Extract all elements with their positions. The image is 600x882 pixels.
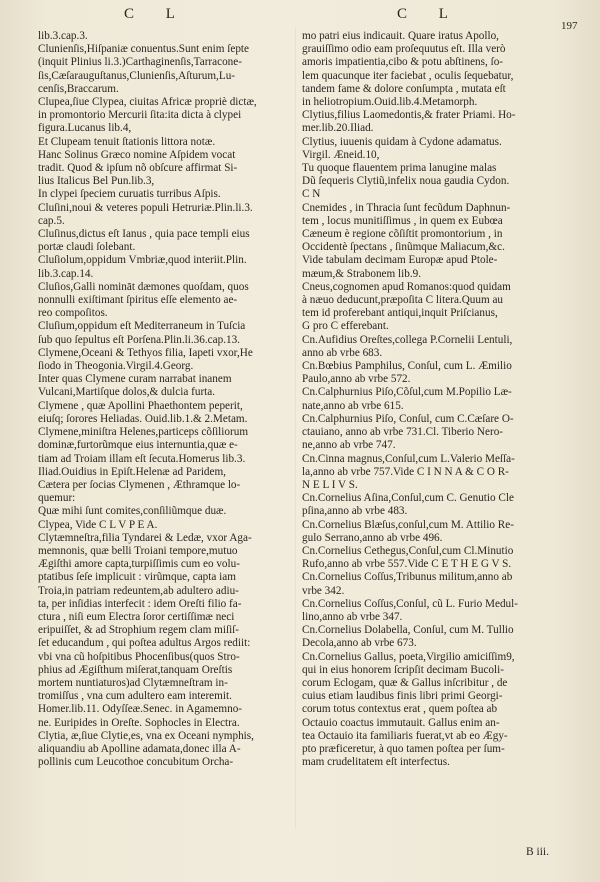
text-line: ſiodo in Theogonia.Virgil.4.Georg. (38, 360, 194, 373)
text-line: Clupea,ſiue Clypea, ciuitas Africæ propriè dictæ, (38, 96, 257, 109)
text-line: Virgil. Æneid.10, (302, 148, 380, 161)
text-line: à næuo deducunt,præpoſita C litera.Quum au (302, 294, 504, 307)
text-line: Clunienſis,Hiſpaniæ conuentus.Sunt enim ſepte (38, 43, 249, 56)
text-line: C N (302, 188, 321, 201)
text-line: (inquit Plinius li.3.)Carthaginenſis,Tarracone- (38, 56, 242, 69)
text-line: tem id proferebant antiqui,inquit Priſcianus, (302, 307, 498, 320)
text-line: lib.3.cap.14. (38, 267, 94, 280)
text-line: Cn.Cornelius Cethegus,Conſul,cum Cl.Minutio (302, 544, 514, 557)
text-line: Et Clupeam tenuit ſtationis littora notæ. (38, 135, 216, 148)
text-line: Tu quoque flauentem prima lanugine malas (302, 162, 497, 175)
text-line: portæ claudi ſolebant. (38, 241, 136, 254)
text-line: Cn.Calphurnius Piſo, Conſul, cum C.Cæſare O- (302, 412, 514, 425)
text-line: tea Octauio ita familiaris fuerat,vt ab eo Ægy- (302, 729, 508, 742)
text-line: Cluſios,Galli nomināt dæmones quoſdam, quos (38, 280, 249, 293)
text-line: Occidentè ſpectans , ſinũmque Maliacum,&c. (302, 241, 505, 254)
text-line: tromiſſus , vna cum adultero eam interemit. (38, 690, 232, 703)
text-line: Cn.Cornelius Blæſus,conſul,cum M. Attilio Re- (302, 518, 514, 531)
text-line: Clytia, æ,ſiue Clytie,es, vna ex Oceani nymphis, (38, 729, 254, 742)
text-line: Rufo,anno ab vrbe 557.Vide C E T H E G V S. (302, 558, 512, 571)
text-line: nate,anno ab vrbe 615. (302, 399, 404, 412)
text-line: memnonis, quæ belli Troiani tempore,mutuo (38, 544, 238, 557)
text-line: Cnemides , in Thracia ſunt fecũdum Daphnun- (302, 201, 511, 214)
text-line: in heliotropium.Ouid.lib.4.Metamorph. (302, 96, 478, 109)
text-line: Quæ mihi ſunt comites,conſiliũmque duæ. (38, 505, 227, 518)
text-line: amoris impatientia,cibo & potu abſtinens, ſo- (302, 56, 504, 69)
text-line: ne,anno ab vrbe 747. (302, 439, 396, 452)
text-line: ctura , niſi eum Electra ſoror certiſſimæ neci (38, 610, 235, 623)
text-line: phius ad Ægiſthum miſerat,tanquam Oreſtis (38, 663, 233, 676)
text-line: la,anno ab vrbe 757.Vide C I N N A & C O R- (302, 465, 509, 478)
text-line: mam crudelitatem eſt interfectus. (302, 756, 450, 769)
text-line: tem , locus munitiſſimus , in quem ex Eubœa (302, 214, 503, 227)
text-line: gulo Serrano,anno ab vrbe 496. (302, 531, 443, 544)
column-gutter (295, 28, 296, 828)
text-line: eiuſq; ſorores Heliadas. Ouid.lib.1.& 2.Metam. (38, 412, 248, 425)
text-line: pſina,anno ab vrbe 483. (302, 505, 408, 518)
text-line: Vulcani,Martiſque dolos,& dulcia furta. (38, 386, 216, 399)
text-line: in promontorio Mercurii ſita:ita dicta à clypei (38, 109, 242, 122)
text-line: tradit. Quod & ipſum nõ obſcure affirmat Si- (38, 162, 238, 175)
text-line: mer.lib.20.Iliad. (302, 122, 374, 135)
text-line: Decola,anno ab vrbe 673. (302, 637, 417, 650)
text-line: cenſis,Braccarum. (38, 82, 119, 95)
text-line: Cn.Cornelius Coſſus,Conſul, cũ L. Furio Medul- (302, 597, 518, 610)
text-line: In clypei ſpeciem curuatis turribus Aſpis. (38, 188, 221, 201)
text-line: G pro C efferebant. (302, 320, 389, 333)
text-line: ſub quo ſepultus eſt Porſena.Plin.li.36.cap.13. (38, 333, 240, 346)
text-line: lius Italicus Bel Pun.lib.3, (38, 175, 155, 188)
text-line: Cn.Cornelius Gallus, poeta,Virgilio amiciſſim9, (302, 650, 515, 663)
text-line: tiam ad Troiam illam eſt ſecuta.Homerus lib.3. (38, 452, 246, 465)
running-head-left: C L (124, 6, 189, 22)
text-line: Inter quas Clymene curam narrabat inanem (38, 373, 232, 386)
text-line: pto præficeretur, à quo tamen poſtea per ſum- (302, 742, 505, 755)
text-line: corum Eclogam, quæ & Gallus inſcribitur , de (302, 676, 508, 689)
text-line: Cn.Aufidius Oreſtes,collega P.Cornelii Lentuli, (302, 333, 513, 346)
text-line: Cluſinus,dictus eſt Ianus , quia pace templi eius (38, 228, 250, 241)
text-line: ſet educandum , qui poſtea adultus Argos rediit: (38, 637, 251, 650)
text-line: Hanc Solinus Græco nomine Aſpidem vocat (38, 148, 236, 161)
text-line: Cneus,cognomen apud Romanos:quod quidam (302, 280, 511, 293)
text-line: pollinis cum Leucothoe concubitum Orcha- (38, 756, 234, 769)
text-line: eripuiſſet, & ad Strophium regem clam miſiſ- (38, 624, 240, 637)
text-line: Octauio coactus immutauit. Gallus enim an- (302, 716, 500, 729)
page-number: 197 (561, 20, 578, 32)
text-line: qui in eius honorem ſcripſit decimam Bucoli- (302, 663, 504, 676)
text-line: mæum,& Strabonem lib.9. (302, 267, 422, 280)
left-column (38, 30, 291, 769)
text-line: Cn.Bœbius Pamphilus, Conſul, cum L. Æmilio (302, 360, 512, 373)
text-line: Cætera per ſocias Clymenen , Æthramque lo- (38, 478, 241, 491)
text-line: Homer.lib.11. Odyſſeæ.Senec. in Agamemno- (38, 703, 243, 716)
right-column (302, 30, 578, 769)
text-line: lino,anno ab vrbe 347. (302, 610, 403, 623)
text-line: corum totus contextus erat , quem poſtea ab (302, 703, 498, 716)
text-line: Cluſini,noui & veteres populi Hetruriæ.Plin.li.3. (38, 201, 253, 214)
text-line: vbi vna cũ hoſpitibus Phocenſibus(quos Stro- (38, 650, 240, 663)
text-line: aliquandiu ab Apolline adamata,donec illa A- (38, 742, 241, 755)
text-line: Cn.Cinna magnus,Conſul,cum L.Valerio Meſſa- (302, 452, 515, 465)
text-line: Clytius,filius Laomedontis,& frater Priami. Ho- (302, 109, 516, 122)
text-line: Clytius, iuuenis quidam à Cydone adamatus. (302, 135, 502, 148)
text-line: mortem nuntiaturos)ad Clytæmneſtram in- (38, 676, 228, 689)
text-line: Clytæmneſtra,filia Tyndarei & Ledæ, vxor Aga- (38, 531, 252, 544)
text-line: Cn.Calphurnius Piſo,Cõſul,cum M.Popilio Læ- (302, 386, 512, 399)
text-line: Clymene , quæ Apollini Phaethontem peperit, (38, 399, 243, 412)
text-line: ta, per inſidias interfecit : idem Oreſti filio fa- (38, 597, 242, 610)
text-line: grauiſſimo odio eam proſequutus eſt. Illa verò (302, 43, 506, 56)
text-line: Vide tabulam decimam Europæ apud Ptole- (302, 254, 498, 267)
text-line: Clymene,miniſtra Helenes,particeps cõſiliorum (38, 426, 249, 439)
text-line: cap.5. (38, 214, 65, 227)
text-line: reo compoſitos. (38, 307, 108, 320)
text-line: ctauiano, anno ab vrbe 731.Cl. Tiberio Nero- (302, 426, 504, 439)
text-line: quemur: (38, 492, 76, 505)
text-line: Cn.Cornelius Aſina,Conſul,cum C. Genutio Cle (302, 492, 514, 505)
text-line: ptatibus ſeſe implicuit : virũmque, capta iam (38, 571, 236, 584)
text-line: dominæ,furtorũmque eius internuntia,quæ e- (38, 439, 238, 452)
text-line: Paulo,anno ab vrbe 572. (302, 373, 411, 386)
text-line: ne. Euripides in Oreſte. Sophocles in Electra. (38, 716, 240, 729)
text-line: ſis,Cæſarauguſtanus,Clunienſis,Aſturum,Lu- (38, 69, 236, 82)
text-line: Cn.Cornelius Dolabella, Conſul, cum M. Tullio (302, 624, 514, 637)
signature-mark: B iii. (526, 846, 550, 858)
text-line: Cluſiolum,oppidum Vmbriæ,quod interiit.Plin. (38, 254, 247, 267)
text-line: Clypea, Vide C L V P E A. (38, 518, 158, 531)
text-line: Dũ ſequeris Clytiũ,infelix noua gaudia Cydon. (302, 175, 510, 188)
text-line: figura.Lucanus lib.4, (38, 122, 132, 135)
text-line: lem quacunque iter faciebat , oculis ſequebatur, (302, 69, 514, 82)
text-line: vrbe 342. (302, 584, 345, 597)
running-head-right: C L (397, 6, 462, 22)
text-line: Cluſium,oppidum eſt Mediterraneum in Tuſcia (38, 320, 246, 333)
text-line: Cn.Cornelius Coſſus,Tribunus militum,anno ab (302, 571, 513, 584)
text-line: N E L I V S. (302, 478, 358, 491)
text-line: Clymene,Oceani & Tethyos filia, Iapeti vxor,He (38, 346, 253, 359)
text-line: mo patri eius indicauit. Quare iratus Apollo, (302, 30, 499, 42)
text-line: Iliad.Ouidius in Epiſt.Helenæ ad Paridem, (38, 465, 226, 478)
text-line: tandem fame & dolore conſumpta , mutata eſt (302, 82, 506, 95)
text-line: nonnulli exiſtimant ſpiritus eſſe elemento ae- (38, 294, 238, 307)
text-line: cuius etiam laudibus finis libri primi Georgi- (302, 690, 503, 703)
text-line: Troia,in patriam redeuntem,ab adultero adiu- (38, 584, 239, 597)
text-line: anno ab vrbe 683. (302, 346, 383, 359)
text-line: Cæneum è regione cõſiſtit promontorium , in (302, 228, 503, 241)
text-line: Ægiſthi amore capta,turpiſſimis cum eo volu- (38, 558, 240, 571)
text-line: lib.3.cap.3. (38, 30, 88, 42)
